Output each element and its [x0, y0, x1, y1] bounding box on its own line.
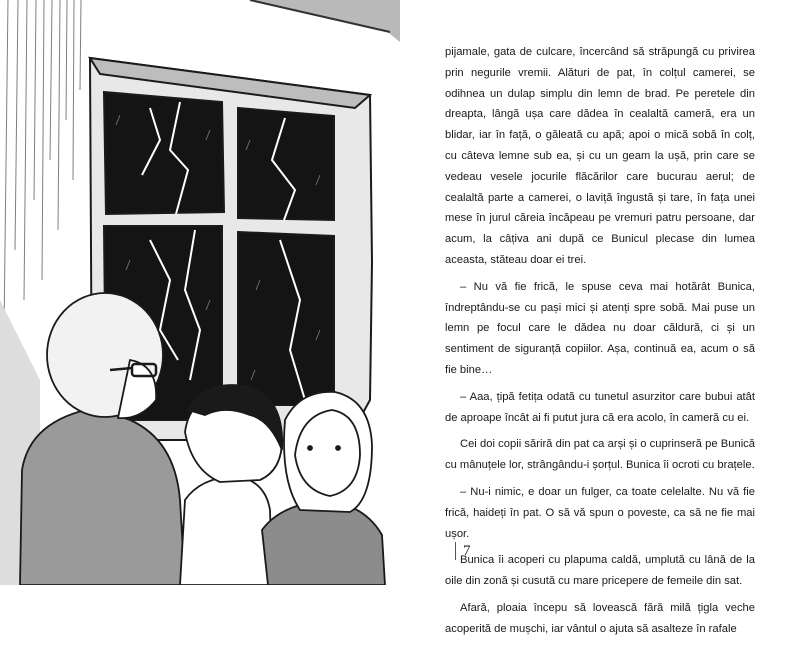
paragraph: – Nu-i nimic, e doar un fulger, ca toate celelalte. Nu vă fie frică, haideți în pat. O să vă spun o poveste, ca să ne fie mai ușor.: [445, 485, 755, 540]
paragraph: pijamale, gata de culcare, încercând să străpungă cu privirea prin negurile vremii. Alături de pat, în colțul camerei, se odihnea un dulap simplu din lemn de brad. Pe peretele din dreapta, lângă ușa care dădea în cealaltă cameră, era un blidar, iar în față, o găleată cu apă; apoi o mică sobă în colț, cu câteva lemne sub ea, și cu un geam la ușă, prin care se vedeau vesele jocurile flăcărilor care bucurau aerul; de cealaltă parte a camerei, o laviță îngustă și tare, în fața unei mese în jurul căreia încăpeau pe vremuri patru persoane, dar acum, la câțiva ani după ce Bunicul plecase din lumea aceasta, stăteau doar ei trei.: [445, 46, 755, 266]
page-number-text: 7: [463, 542, 471, 559]
paragraph: – Nu vă fie frică, le spuse ceva mai hotărât Bunica, îndreptându-se cu pași mici și atenți spre sobă. Mai puse un lemn pe focul care le dădea nu doar căldură, ci și un sentiment de siguranță copiilor. Așa, continuă ea, acum o să fie bine…: [445, 280, 755, 376]
folio-rule: [455, 542, 456, 560]
paragraph: – Aaa, țipă fetița odată cu tunetul asurzitor care bubui atât de aproape încât ai fi putut jura că era acolo, în cameră cu ei.: [445, 390, 755, 424]
storm-illustration: [0, 0, 400, 585]
paragraph: Cei doi copii săriră din pat ca arși și o cuprinseră pe Bunică cu mânuțele lor, strângându-i șorțul. Bunica îi ocroti cu brațele.: [445, 438, 755, 472]
page-number: [455, 542, 471, 560]
story-text: [445, 42, 755, 646]
paragraph: Bunica îi acoperi cu plapuma caldă, umplută cu lână de la oile din zonă și cusută cu mare pricepere de femeile din sat.: [445, 554, 755, 588]
paragraph: Afară, ploaia începu să lovească fără milă țigla veche acoperită de mușchi, iar vântul o ajuta să asalteze în rafale: [445, 601, 755, 635]
